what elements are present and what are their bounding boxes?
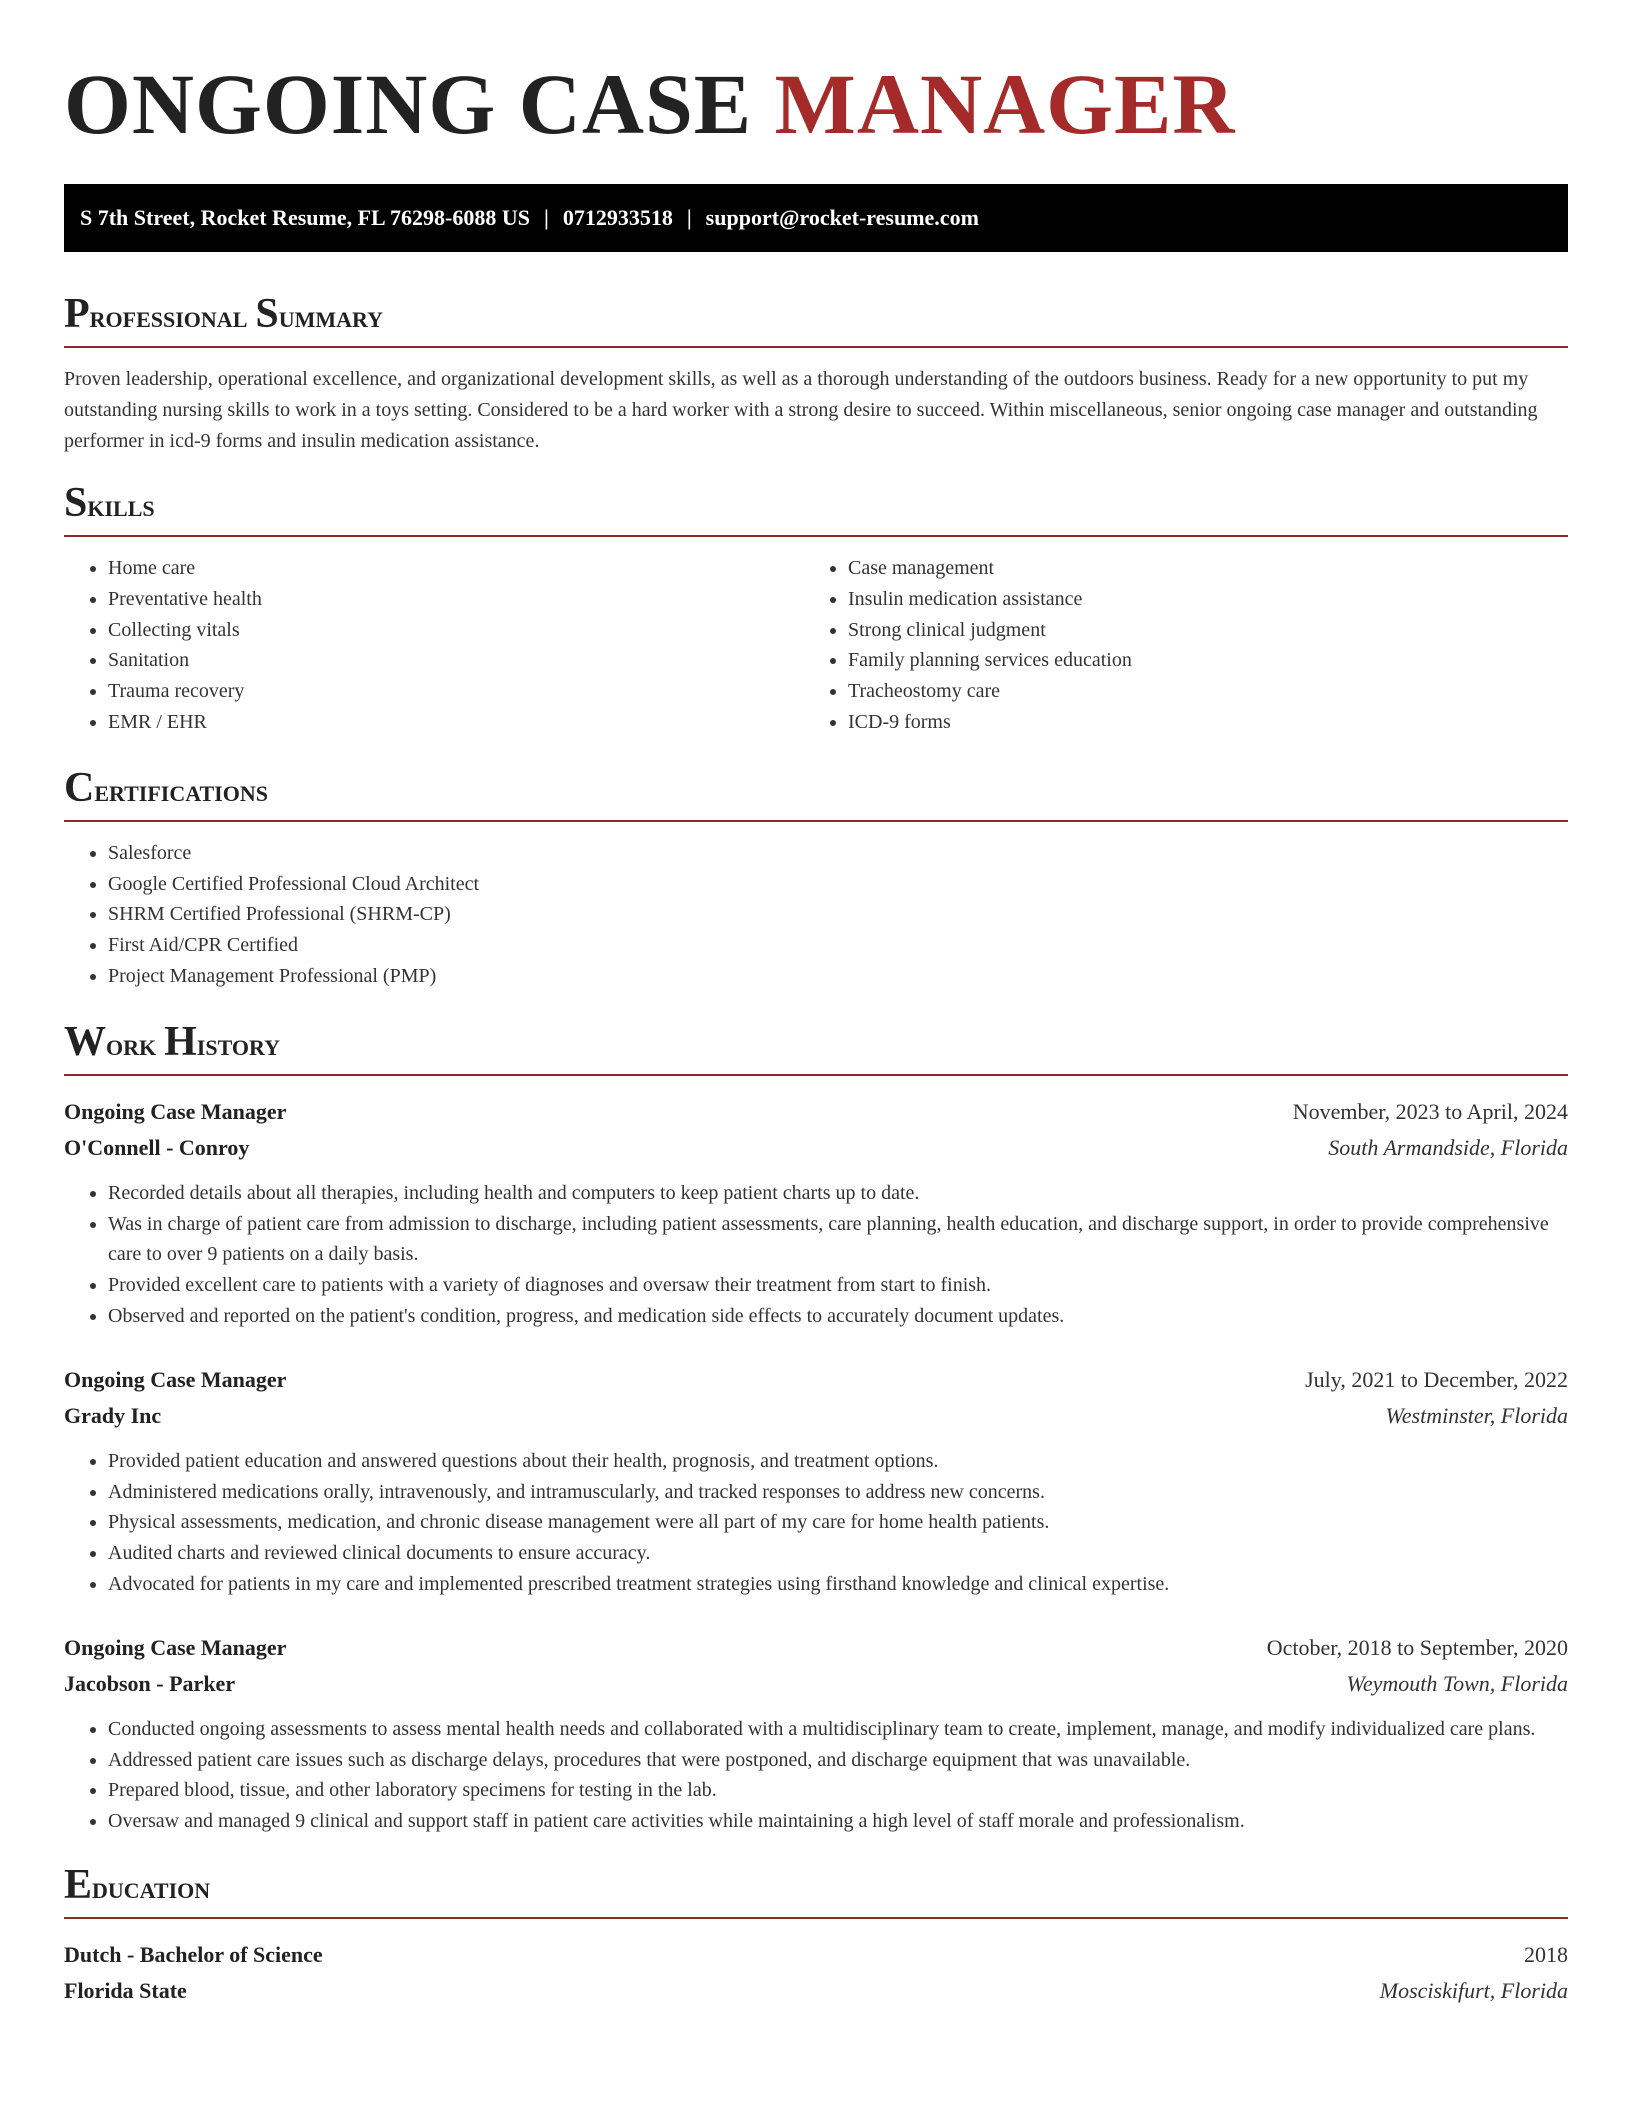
summary-text: Proven leadership, operational excellence, and organizational development skills, as well as a thorough understanding of the outdoors business. Ready for a new opportunity to put my outstanding nursing skills to work in a toys setting. Considered to be a hard worker with a strong desire to succeed. Within miscellaneous, senior ongoing case manager and outstanding performer in icd-9 forms and insulin medication assistance. xyxy=(64,368,1538,452)
skills-list-right xyxy=(804,553,1544,738)
skill-item: • Preventative health xyxy=(108,584,804,615)
job-location: Weymouth Town, Florida xyxy=(1346,1670,1568,1696)
skill-item: • Sanitation xyxy=(108,645,804,676)
job-bullet: • Physical assessments, medication, and chronic disease management were all part of my care for home health patients. xyxy=(108,1507,1568,1538)
job-bullet: • Administered medications orally, intravenously, and intramuscularly, and tracked responses to address new concerns. xyxy=(108,1477,1568,1508)
summary-section xyxy=(64,291,1568,457)
job-bullet: • Was in charge of patient care from admission to discharge, including patient assessments, care planning, health education, and discharge support, in order to provide comprehensive care to over 9 patients on a daily basis. xyxy=(108,1209,1568,1271)
job-company: Grady Inc xyxy=(64,1402,162,1428)
contact-separator: | xyxy=(686,205,692,230)
job-bullets xyxy=(64,1714,1568,1837)
section-divider xyxy=(64,820,1568,822)
job-bullet: • Provided excellent care to patients with a variety of diagnoses and oversaw their treatment from start to finish. xyxy=(108,1270,1568,1301)
skill-item: • Tracheostomy care xyxy=(848,676,1544,707)
job-dates: October, 2018 to September, 2020 xyxy=(1266,1634,1568,1660)
job-location: Westminster, Florida xyxy=(1385,1402,1568,1428)
job-company-row xyxy=(64,1666,1568,1702)
job-dates: July, 2021 to December, 2022 xyxy=(1305,1366,1568,1392)
work-history-section xyxy=(64,1018,1568,1837)
name-first: ONGOING CASE xyxy=(64,56,753,152)
job-location: South Armandside, Florida xyxy=(1328,1134,1568,1160)
education-school-row xyxy=(64,1973,1568,2009)
section-title-summary: Professional Summary xyxy=(64,291,384,337)
certification-item: • First Aid/CPR Certified xyxy=(108,930,1568,961)
skills-section xyxy=(64,480,1568,738)
job-header-row xyxy=(64,1094,1568,1130)
skill-item: • Collecting vitals xyxy=(108,615,804,646)
certification-item: • SHRM Certified Professional (SHRM-CP) xyxy=(108,899,1568,930)
job-title: Ongoing Case Manager xyxy=(64,1098,287,1124)
education-degree: Dutch - Bachelor of Science xyxy=(64,1941,323,1967)
education-location: Mosciskifurt, Florida xyxy=(1379,1977,1568,2003)
job-header-row xyxy=(64,1362,1568,1398)
skill-item: • Home care xyxy=(108,553,804,584)
education-header-row xyxy=(64,1937,1568,1973)
job-entry xyxy=(64,1094,1568,1332)
job-bullet: • Provided patient education and answered questions about their health, prognosis, and treatment options. xyxy=(108,1446,1568,1477)
job-bullet: • Recorded details about all therapies, including health and computers to keep patient charts up to date. xyxy=(108,1178,1568,1209)
contact-email: support@rocket-resume.com xyxy=(705,205,979,230)
section-divider xyxy=(64,1917,1568,1919)
name-last: MANAGER xyxy=(774,56,1236,152)
section-title-certifications: Certifications xyxy=(64,764,268,811)
education-school: Florida State xyxy=(64,1977,187,2003)
section-title-skills: Skills xyxy=(64,480,155,526)
skill-item: • Family planning services education xyxy=(848,645,1544,676)
section-divider xyxy=(64,1074,1568,1076)
job-title: Ongoing Case Manager xyxy=(64,1366,287,1392)
section-title-work-history: Work History xyxy=(64,1018,280,1065)
job-company: O'Connell - Conroy xyxy=(64,1134,250,1160)
contact-phone: 0712933518 xyxy=(562,205,673,230)
skill-item: • ICD-9 forms xyxy=(848,707,1544,738)
job-entry xyxy=(64,1630,1568,1837)
certification-item: • Google Certified Professional Cloud Architect xyxy=(108,869,1568,900)
job-title: Ongoing Case Manager xyxy=(64,1634,287,1660)
certifications-list xyxy=(64,838,1568,992)
education-section xyxy=(64,1861,1568,2009)
skill-item: • EMR / EHR xyxy=(108,707,804,738)
section-title-education: Education xyxy=(64,1861,211,1908)
job-bullet: • Conducted ongoing assessments to assess mental health needs and collaborated with a multidisciplinary team to create, implement, manage, and modify individualized care plans. xyxy=(108,1714,1568,1745)
job-bullets xyxy=(64,1446,1568,1600)
skills-columns xyxy=(64,553,1568,738)
certification-item: • Salesforce xyxy=(108,838,1568,869)
job-bullet: • Advocated for patients in my care and implemented prescribed treatment strategies using firsthand knowledge and clinical expertise. xyxy=(108,1569,1568,1600)
job-bullet: • Observed and reported on the patient's condition, progress, and medication side effects to accurately document updates. xyxy=(108,1301,1568,1332)
job-company-row xyxy=(64,1130,1568,1166)
skills-list-left xyxy=(64,553,804,738)
skill-item: • Trauma recovery xyxy=(108,676,804,707)
job-bullets xyxy=(64,1178,1568,1332)
job-bullet: • Addressed patient care issues such as discharge delays, procedures that were postponed, and discharge equipment that was unavailable. xyxy=(108,1745,1568,1776)
skill-item: • Insulin medication assistance xyxy=(848,584,1544,615)
education-year: 2018 xyxy=(1524,1941,1568,1967)
job-bullet: • Prepared blood, tissue, and other laboratory specimens for testing in the lab. xyxy=(108,1775,1568,1806)
section-divider xyxy=(64,346,1568,348)
job-header-row xyxy=(64,1630,1568,1666)
contact-address: S 7th Street, Rocket Resume, FL 76298-6088 US xyxy=(80,205,530,230)
job-company: Jacobson - Parker xyxy=(64,1670,236,1696)
job-entry xyxy=(64,1362,1568,1600)
contact-bar xyxy=(64,184,1568,252)
skill-item: • Strong clinical judgment xyxy=(848,615,1544,646)
certifications-section xyxy=(64,764,1568,992)
job-bullet: • Oversaw and managed 9 clinical and support staff in patient care activities while maintaining a high level of staff morale and professionalism. xyxy=(108,1806,1568,1837)
certification-item: • Project Management Professional (PMP) xyxy=(108,961,1568,992)
contact-separator: | xyxy=(543,205,549,230)
job-bullet: • Audited charts and reviewed clinical documents to ensure accuracy. xyxy=(108,1538,1568,1569)
resume-name xyxy=(64,0,1568,152)
job-dates: November, 2023 to April, 2024 xyxy=(1292,1098,1568,1124)
skill-item: • Case management xyxy=(848,553,1544,584)
job-company-row xyxy=(64,1398,1568,1434)
education-entry xyxy=(64,1937,1568,2009)
section-divider xyxy=(64,535,1568,537)
